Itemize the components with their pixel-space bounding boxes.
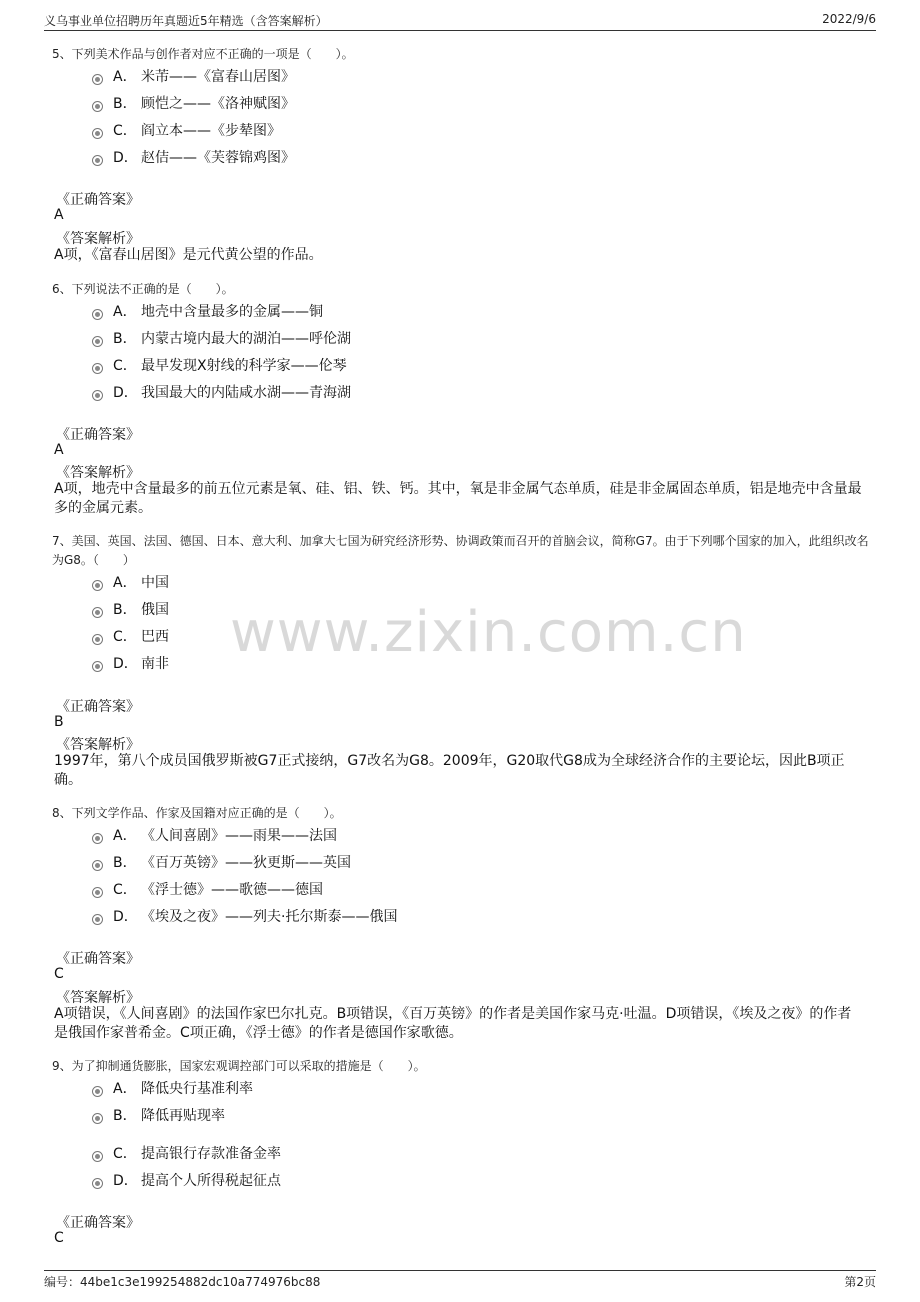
explanation-label: 《答案解析》 <box>56 465 140 481</box>
question-stem: 5、下列美术作品与创作者对应不正确的一项是（ ）。 <box>52 47 354 61</box>
option-a[interactable]: A． 地壳中含量最多的金属——铜 <box>92 300 323 322</box>
explanation-text: 1997年，第八个成员国俄罗斯被G7正式接纳，G7改名为G8。2009年，G20取代G8成为全球经济合作的主要论坛，因此B项正确。 <box>54 753 845 788</box>
option-d[interactable]: D． 我国最大的内陆咸水湖——青海湖 <box>92 381 351 403</box>
answer-value: C <box>54 1230 64 1246</box>
answer-label: 《正确答案》 <box>56 699 140 715</box>
radio-icon[interactable] <box>92 1178 103 1189</box>
answer-value: C <box>54 966 64 982</box>
radio-icon[interactable] <box>92 607 103 618</box>
radio-icon[interactable] <box>92 914 103 925</box>
page-header <box>44 10 876 31</box>
explanation-text: A项，地壳中含量最多的前五位元素是氧、硅、铝、铁、钙。其中，氧是非金属气态单质，硅是非金属固态单质，铝是地壳中含量最多的金属元素。 <box>54 481 862 516</box>
answer-value: A <box>54 442 64 458</box>
option-b[interactable]: B． 内蒙古境内最大的湖泊——呼伦湖 <box>92 327 351 349</box>
question-stem: 6、下列说法不正确的是（ ）。 <box>52 282 234 296</box>
option-b[interactable]: B． 降低再贴现率 <box>92 1104 225 1126</box>
option-a[interactable]: A． 中国 <box>92 571 169 593</box>
page-footer <box>44 1270 876 1293</box>
option-d[interactable]: D． 提高个人所得税起征点 <box>92 1169 281 1191</box>
explanation-label: 《答案解析》 <box>56 990 140 1006</box>
explanation-label: 《答案解析》 <box>56 737 140 753</box>
radio-icon[interactable] <box>92 1151 103 1162</box>
option-c[interactable]: C． 巴西 <box>92 625 169 647</box>
radio-icon[interactable] <box>92 1086 103 1097</box>
option-a[interactable]: A． 《人间喜剧》——雨果——法国 <box>92 824 337 846</box>
option-c[interactable]: C． 《浮士德》——歌德——德国 <box>92 878 323 900</box>
radio-icon[interactable] <box>92 1113 103 1124</box>
radio-icon[interactable] <box>92 101 103 112</box>
option-a[interactable]: A． 降低央行基准利率 <box>92 1077 253 1099</box>
option-b[interactable]: B． 顾恺之——《洛神赋图》 <box>92 92 295 114</box>
explanation-label: 《答案解析》 <box>56 231 140 247</box>
radio-icon[interactable] <box>92 74 103 85</box>
radio-icon[interactable] <box>92 634 103 645</box>
document-code: 编号：44be1c3e199254882dc10a774976bc88 <box>44 1275 321 1289</box>
radio-icon[interactable] <box>92 336 103 347</box>
radio-icon[interactable] <box>92 833 103 844</box>
document-date: 2022/9/6 <box>822 12 876 26</box>
answer-label: 《正确答案》 <box>56 951 140 967</box>
question-stem: 8、下列文学作品、作家及国籍对应正确的是（ ）。 <box>52 806 342 820</box>
option-c[interactable]: C． 提高银行存款准备金率 <box>92 1142 281 1164</box>
option-b[interactable]: B． 《百万英镑》——狄更斯——英国 <box>92 851 351 873</box>
page-number: 第2页 <box>844 1275 876 1289</box>
radio-icon[interactable] <box>92 363 103 374</box>
document-title: 义乌事业单位招聘历年真题近5年精选（含答案解析） <box>44 14 328 28</box>
option-c[interactable]: C． 最早发现X射线的科学家——伦琴 <box>92 354 347 376</box>
answer-value: A <box>54 207 64 223</box>
answer-value: B <box>54 714 64 730</box>
answer-label: 《正确答案》 <box>56 192 140 208</box>
option-b[interactable]: B． 俄国 <box>92 598 169 620</box>
option-c[interactable]: C． 阎立本——《步辇图》 <box>92 119 281 141</box>
radio-icon[interactable] <box>92 155 103 166</box>
radio-icon[interactable] <box>92 309 103 320</box>
question-stem: 7、美国、英国、法国、德国、日本、意大利、加拿大七国为研究经济形势、协调政策而召开的首脑会议，简称G7。由于下列哪个国家的加入，此组织改名为G8。（ ） <box>52 534 869 567</box>
option-a[interactable]: A． 米芾——《富春山居图》 <box>92 65 295 87</box>
watermark: www.zixin.com.cn <box>230 600 747 665</box>
option-d[interactable]: D． 赵佶——《芙蓉锦鸡图》 <box>92 146 295 168</box>
radio-icon[interactable] <box>92 860 103 871</box>
option-d[interactable]: D． 《埃及之夜》——列夫·托尔斯泰——俄国 <box>92 905 397 927</box>
radio-icon[interactable] <box>92 390 103 401</box>
answer-label: 《正确答案》 <box>56 1215 140 1231</box>
radio-icon[interactable] <box>92 580 103 591</box>
radio-icon[interactable] <box>92 661 103 672</box>
radio-icon[interactable] <box>92 128 103 139</box>
option-d[interactable]: D． 南非 <box>92 652 169 674</box>
answer-label: 《正确答案》 <box>56 427 140 443</box>
question-stem: 9、为了抑制通货膨胀，国家宏观调控部门可以采取的措施是（ ）。 <box>52 1059 426 1073</box>
explanation-text: A项，《富春山居图》是元代黄公望的作品。 <box>54 247 323 263</box>
explanation-text: A项错误，《人间喜剧》的法国作家巴尔扎克。B项错误，《百万英镑》的作者是美国作家马克·吐温。D项错误，《埃及之夜》的作者是俄国作家普希金。C项正确，《浮士德》的作者是德国作家歌德。 <box>54 1006 852 1041</box>
radio-icon[interactable] <box>92 887 103 898</box>
